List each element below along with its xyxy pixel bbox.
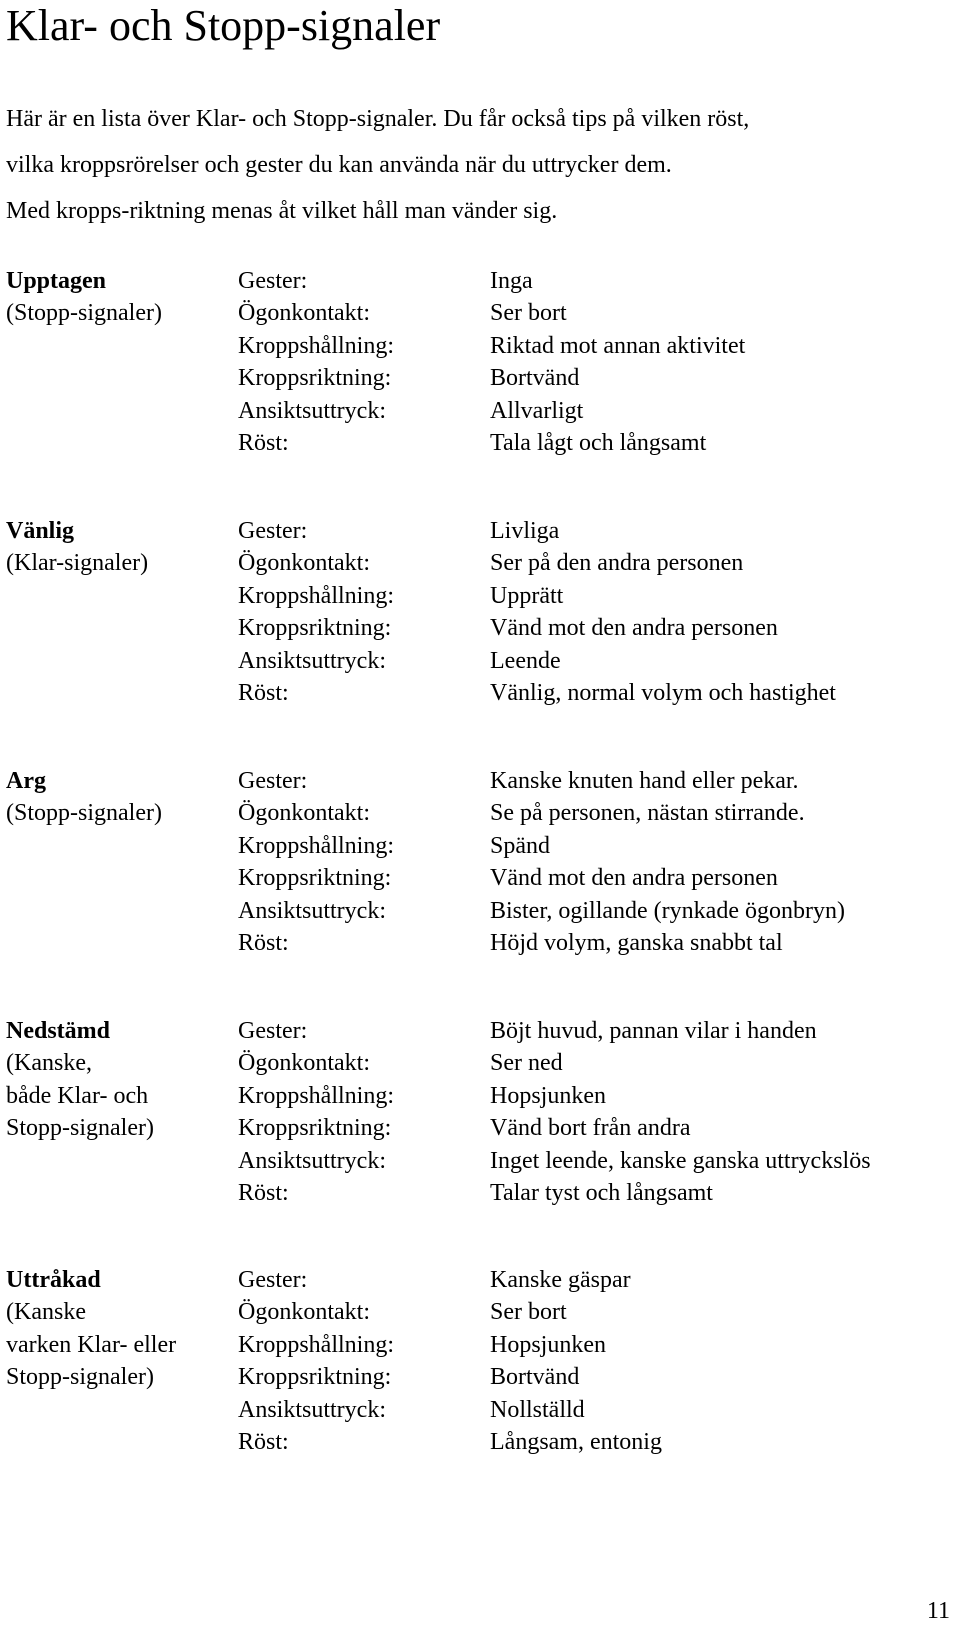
signal-row	[6, 927, 956, 959]
attribute-value: Hopsjunken	[490, 1331, 606, 1358]
signal-category	[6, 395, 238, 427]
signal-category: (Kanske,	[6, 1050, 92, 1077]
attribute-label: Ögonkontakt:	[238, 800, 370, 827]
attribute-value: Nollställd	[490, 1396, 585, 1423]
signal-row	[6, 677, 956, 709]
signal-category	[6, 1145, 238, 1177]
attribute-label: Kroppshållning:	[238, 582, 394, 609]
attribute-value: Långsam, entonig	[490, 1428, 662, 1455]
signal-row	[6, 515, 956, 547]
attribute-label: Ögonkontakt:	[238, 1299, 370, 1326]
attribute-label: Kroppshållning:	[238, 832, 394, 859]
signal-heading: Vänlig	[6, 518, 75, 544]
attribute-value: Inga	[490, 268, 533, 294]
signal-row	[6, 1015, 956, 1047]
signal-section	[6, 265, 956, 459]
attribute-label: Kroppshållning:	[238, 1082, 394, 1109]
attribute-label: Kroppsriktning:	[238, 1115, 392, 1142]
attribute-value: Inget leende, kanske ganska uttryckslös	[490, 1147, 871, 1174]
signal-row	[6, 612, 956, 644]
signal-category: Stopp-signaler)	[6, 1115, 154, 1142]
signal-row	[6, 330, 956, 362]
signal-category	[6, 1177, 238, 1209]
attribute-label: Ögonkontakt:	[238, 550, 370, 577]
attribute-value: Ser bort	[490, 300, 567, 327]
attribute-value: Livliga	[490, 518, 560, 544]
signal-section	[6, 1264, 956, 1458]
signal-category	[6, 927, 238, 959]
attribute-value: Se på personen, nästan stirrande.	[490, 800, 805, 827]
signal-category	[6, 645, 238, 677]
attribute-value: Höjd volym, ganska snabbt tal	[490, 929, 783, 956]
signal-section	[6, 515, 956, 709]
attribute-label: Ansiktsuttryck:	[238, 1396, 386, 1423]
attribute-label: Ansiktsuttryck:	[238, 897, 386, 924]
signal-row	[6, 797, 956, 829]
signal-category	[6, 1394, 238, 1426]
attribute-value: Riktad mot annan aktivitet	[490, 332, 746, 359]
signal-row	[6, 395, 956, 427]
attribute-label: Kroppshållning:	[238, 1331, 394, 1358]
signal-category	[6, 427, 238, 459]
signal-row	[6, 895, 956, 927]
signal-section	[6, 1015, 956, 1209]
signal-row	[6, 645, 956, 677]
attribute-label: Kroppsriktning:	[238, 865, 392, 892]
signal-heading: Arg	[6, 768, 46, 794]
attribute-value: Allvarligt	[490, 397, 584, 424]
signal-row	[6, 830, 956, 862]
attribute-value: Bortvänd	[490, 365, 580, 392]
signal-category: (Stopp-signaler)	[6, 300, 162, 327]
attribute-value: Kanske knuten hand eller pekar.	[490, 768, 799, 794]
signal-row	[6, 1264, 956, 1296]
intro-line: vilka kroppsrörelser och gester du kan använda när du uttrycker dem.	[6, 152, 672, 178]
signal-row	[6, 362, 956, 394]
signal-row	[6, 1047, 956, 1079]
attribute-label: Röst:	[238, 929, 289, 956]
signal-category: Stopp-signaler)	[6, 1364, 154, 1391]
signal-category	[6, 362, 238, 394]
attribute-value: Tala lågt och långsamt	[490, 429, 707, 456]
attribute-label: Kroppsriktning:	[238, 615, 392, 642]
attribute-label: Röst:	[238, 679, 289, 706]
signal-row	[6, 297, 956, 329]
signal-category	[6, 895, 238, 927]
signal-category: både Klar- och	[6, 1082, 149, 1109]
signal-category: (Stopp-signaler)	[6, 800, 162, 827]
signal-row	[6, 547, 956, 579]
signal-row	[6, 1394, 956, 1426]
intro-paragraph	[6, 96, 749, 234]
signal-row	[6, 862, 956, 894]
attribute-label: Röst:	[238, 1428, 289, 1455]
attribute-label: Ansiktsuttryck:	[238, 1147, 386, 1174]
signal-row	[6, 1296, 956, 1328]
signal-row	[6, 1112, 956, 1144]
signal-heading: Uttråkad	[6, 1267, 101, 1293]
signal-category: (Klar-signaler)	[6, 550, 149, 577]
signal-category	[6, 580, 238, 612]
attribute-value: Ser på den andra personen	[490, 550, 744, 577]
attribute-value: Bister, ogillande (rynkade ögonbryn)	[490, 897, 845, 924]
attribute-label: Gester:	[238, 1018, 308, 1044]
signal-category	[6, 830, 238, 862]
attribute-value: Talar tyst och långsamt	[490, 1179, 713, 1206]
attribute-label: Ansiktsuttryck:	[238, 647, 386, 674]
attribute-label: Gester:	[238, 268, 308, 294]
attribute-value: Vänd bort från andra	[490, 1115, 691, 1142]
signal-section	[6, 765, 956, 959]
attribute-value: Vänlig, normal volym och hastighet	[490, 679, 836, 706]
signal-row	[6, 1145, 956, 1177]
signal-category: varken Klar- eller	[6, 1331, 177, 1358]
signal-row	[6, 1080, 956, 1112]
attribute-label: Kroppsriktning:	[238, 365, 392, 392]
attribute-label: Ansiktsuttryck:	[238, 397, 386, 424]
attribute-label: Ögonkontakt:	[238, 1050, 370, 1077]
attribute-label: Gester:	[238, 518, 308, 544]
attribute-value: Spänd	[490, 832, 550, 859]
signal-category	[6, 862, 238, 894]
signal-heading: Upptagen	[6, 268, 107, 294]
attribute-value: Upprätt	[490, 582, 564, 609]
attribute-label: Röst:	[238, 1179, 289, 1206]
attribute-label: Röst:	[238, 429, 289, 456]
attribute-value: Bortvänd	[490, 1364, 580, 1391]
attribute-value: Ser ned	[490, 1050, 563, 1077]
signal-row	[6, 765, 956, 797]
page-title: Klar- och Stopp-signaler	[6, 1, 441, 50]
signal-row	[6, 1329, 956, 1361]
attribute-label: Gester:	[238, 1267, 308, 1293]
signal-heading: Nedstämd	[6, 1018, 111, 1044]
signal-row	[6, 1361, 956, 1393]
signal-category	[6, 677, 238, 709]
attribute-value: Vänd mot den andra personen	[490, 615, 778, 642]
attribute-label: Kroppshållning:	[238, 332, 394, 359]
attribute-value: Vänd mot den andra personen	[490, 865, 778, 892]
signal-row	[6, 580, 956, 612]
attribute-value: Böjt huvud, pannan vilar i handen	[490, 1018, 817, 1044]
attribute-value: Ser bort	[490, 1299, 567, 1326]
signal-category	[6, 612, 238, 644]
signal-category	[6, 330, 238, 362]
attribute-label: Gester:	[238, 768, 308, 794]
attribute-label: Ögonkontakt:	[238, 300, 370, 327]
attribute-label: Kroppsriktning:	[238, 1364, 392, 1391]
signal-row	[6, 1177, 956, 1209]
attribute-value: Kanske gäspar	[490, 1267, 631, 1293]
signal-row	[6, 427, 956, 459]
intro-line: Här är en lista över Klar- och Stopp-signaler. Du får också tips på vilken röst,	[6, 106, 750, 132]
intro-line: Med kropps-riktning menas åt vilket håll man vänder sig.	[6, 198, 558, 224]
signal-row	[6, 265, 956, 297]
attribute-value: Hopsjunken	[490, 1082, 606, 1109]
signal-row	[6, 1426, 956, 1458]
signal-category: (Kanske	[6, 1299, 86, 1326]
signal-category	[6, 1426, 238, 1458]
page-number: 11	[926, 1598, 950, 1624]
attribute-value: Leende	[490, 647, 561, 674]
